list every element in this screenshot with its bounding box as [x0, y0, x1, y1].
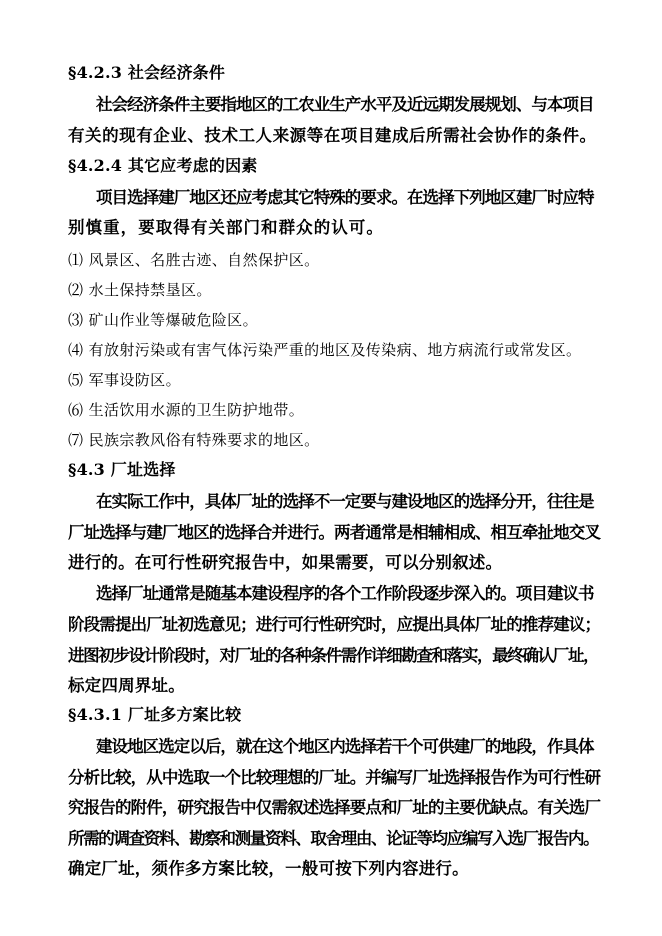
section-heading-4-2-4: §4.2.4 其它应考虑的因素	[68, 156, 258, 175]
list-item: ⑹ 生活饮用水源的卫生防护地带。	[68, 401, 305, 419]
list-item: ⑴ 风景区、名胜古迹、自然保护区。	[68, 251, 320, 269]
paragraph-line: 厂址选择与建厂地区的选择合并进行。两者通常是相辅相成、相互牵扯地交叉	[68, 523, 601, 542]
paragraph-line: 在实际工作中，具体厂址的选择不一定要与建设地区的选择分开，往往是	[96, 492, 594, 511]
paragraph-line: 建设地区选定以后，就在这个地区内选择若干个可供建厂的地段，作具体	[96, 737, 594, 756]
paragraph-line: 项目选择建厂地区还应考虑其它特殊的要求。在选择下列地区建厂时应特	[96, 188, 594, 207]
paragraph-line: 所需的调查资料、勘察和测量资料、取舍理由、论证等均应编写入选厂报告内。	[68, 829, 599, 848]
section-heading-4-3-1: §4.3.1 厂址多方案比较	[68, 705, 242, 724]
list-item: ⑶ 矿山作业等爆破危险区。	[68, 311, 258, 329]
paragraph-line: 社会经济条件主要指地区的工农业生产水平及近远期发展规划、与本项目	[96, 95, 594, 114]
paragraph-line: 进行的。在可行性研究报告中，如果需要，可以分别叙述。	[68, 553, 503, 572]
section-heading-4-3: §4.3 厂址选择	[68, 460, 176, 479]
list-item: ⑷ 有放射污染或有害气体污染严重的地区及传染病、地方病流行或常发区。	[68, 341, 582, 359]
paragraph-line: 标定四周界址。	[68, 676, 185, 695]
paragraph-line: 有关的现有企业、技术工人来源等在项目建成后所需社会协作的条件。	[68, 126, 597, 145]
list-item: ⑵ 水土保持禁垦区。	[68, 281, 212, 299]
list-item: ⑺ 民族宗教风俗有特殊要求的地区。	[68, 431, 320, 449]
paragraph-line: 确定厂址，须作多方案比较，一般可按下列内容进行。	[68, 859, 469, 878]
paragraph-line: 分析比较，从中选取一个比较理想的厂址。并编写厂址选择报告作为可行性研	[68, 768, 601, 787]
section-heading-4-2-3: §4.2.3 社会经济条件	[68, 63, 226, 82]
paragraph-line: 阶段需提出厂址初选意见；进行可行性研究时，应提出具体厂址的推荐建议；	[68, 615, 601, 634]
paragraph-line: 进图初步设计阶段时，对厂址的各种条件需作详细勘查和落实，最终确认厂址，	[68, 646, 599, 665]
paragraph-line: 究报告的附件，研究报告中仅需叙述选择要点和厂址的主要优缺点。有关选厂	[68, 798, 601, 817]
list-item: ⑸ 军事设防区。	[68, 371, 181, 389]
paragraph-line: 选择厂址通常是随基本建设程序的各个工作阶段逐步深入的。项目建议书	[96, 584, 594, 603]
paragraph-line: 别慎重，要取得有关部门和群众的认可。	[68, 218, 384, 237]
